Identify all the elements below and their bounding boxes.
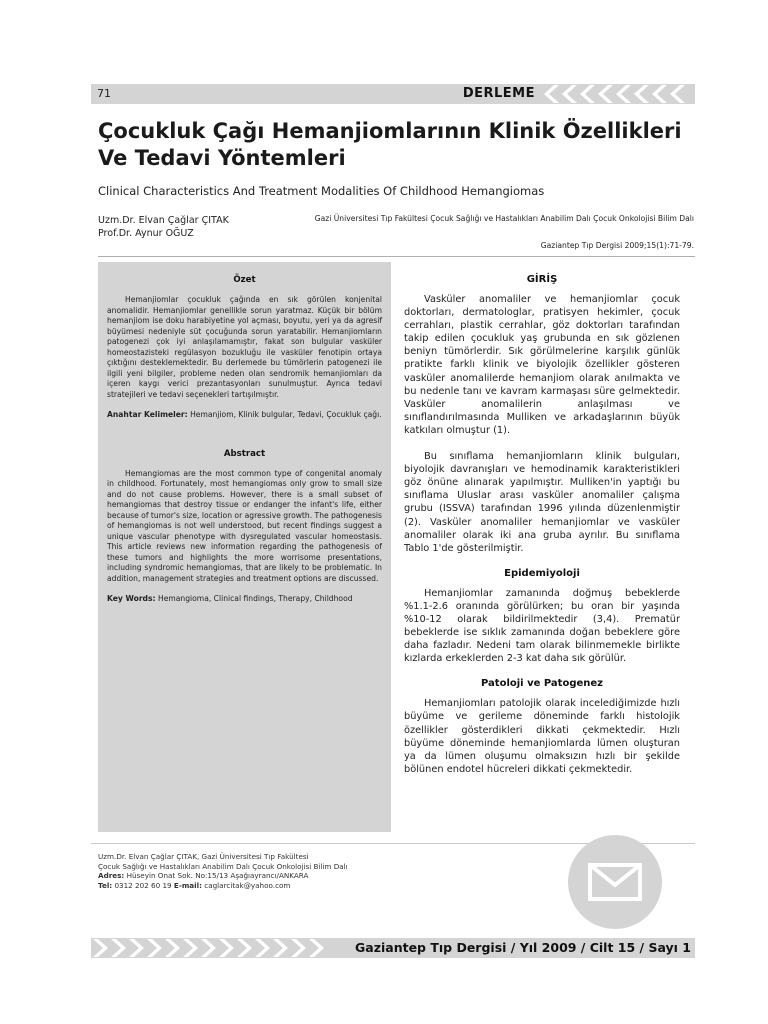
body-column (404, 274, 680, 776)
keywords-tr-label: Anahtar Kelimeler: (107, 410, 188, 419)
title-line-1: Çocukluk Çağı Hemanjiomlarının Klinik Özellikleri (98, 119, 682, 143)
abstract-tr-heading: Özet (233, 275, 256, 285)
section-tag: DERLEME (462, 86, 535, 101)
author-1: Uzm.Dr. Elvan Çağlar ÇITAK (98, 215, 229, 226)
abstract-en-heading: Abstract (223, 448, 266, 459)
tel-label: Tel: (98, 880, 113, 890)
address-label: Adres: (98, 871, 125, 881)
email-link[interactable]: caglarcitak@yahoo.com (204, 880, 291, 890)
keywords-en-value: Hemangioma, Clinical findings, Therapy, Childhood (157, 594, 353, 603)
email-label: E-mail: (173, 880, 202, 890)
chevron-pattern-icon (540, 84, 695, 104)
citation: Gaziantep Tıp Dergisi 2009;15(1):71-79. (540, 241, 694, 250)
footer-band (91, 938, 695, 958)
journal-footer: Gaziantep Tıp Dergisi / Yıl 2009 / Cilt 15 / Sayı 1 (355, 940, 691, 955)
pathology-heading: Patoloji ve Patogenez (481, 678, 603, 690)
abstract-tr-keywords (107, 410, 382, 421)
pathology-paragraph: Hemanjiomları patolojik olarak incelediğimizde hızlı büyüme ve gerileme döneminde farklı histolojik özellikler gösterdikleri dikkati çekmektedir. Hızlı büyüme döneminde hemanjiomlarda lümen oluşturan ya da lümen oluşumu olmaksızın hızlı bir şekilde bölünen endotel hücreleri dikkati çekmektedir. (404, 698, 680, 775)
corr-contact (98, 881, 428, 891)
correspondence-block (98, 852, 428, 890)
corr-line-2: Çocuk Sağlığı ve Hastalıkları Anabilim Dalı Çocuk Onkolojisi Bilim Dalı (98, 861, 348, 871)
epidemiology-heading: Epidemiyoloji (504, 567, 580, 579)
intro-paragraph-1: Vasküler anomaliler ve hemanjiomlar çocuk doktorları, dermatologlar, pratisyen hekimler, çocuk cerrahları, plastik cerrahlar, göz doktorları tarafından takip edilen çocukluk yaş grubunda en sık gözlenen beniyn tümörlerdir. Sık görülmelerine karşılık günlük pratikte farklı klinik ve biyolojik özellikler gösteren vasküler anomalilerde hemanjiom olarak anılmakta ve bu nedenle tanı ve kavram karmaşası süre gelmektedir. Vasküler anomalilerin anlaşılması ve sınıflandırılmasında Mulliken ve arkadaşlarının büyük katkıları olmuştur (1). (404, 294, 680, 436)
corr-line-1: Uzm.Dr. Elvan Çağlar ÇITAK, Gazi Üniversitesi Tıp Fakültesi (98, 852, 309, 861)
title-line-2: Ve Tedavi Yöntemleri (98, 146, 346, 170)
english-title: Clinical Characteristics And Treatment Modalities Of Childhood Hemangiomas (98, 184, 545, 198)
keywords-en-label: Key Words: (107, 594, 156, 603)
header-band (91, 84, 695, 104)
address-value: Hüseyin Onat Sok. No:15/13 Aşağıayrancı/ANKARA (126, 871, 309, 881)
abstract-tr-text: Hemanjiomlar çocukluk çağında en sık görülen konjenital anomalidir. Hemanjiomlar genellikle sorun yaratmaz. Küçük bir bölüm hemanjiom ise doku harabiyetine yol açması, boyutu, yeri ya da agresif büyümesi nedeniyle süt çocuğunda sorun yaratabilir. Hemanjiomların patogenezi çok iyi anlaşılamamıştır, fakat son bulgular vasküler homeostazisteki regülasyon bozukluğu ile vasküler fenotipin ortaya çıktığını desteklemektedir. Bu derlemede bu tümörlerin patogenezi ile ilgili yeni bilgiler, probleme neden olan sendromik hemanjiomları da içeren kaygı verici prezantasyonları sunulmuştur. Ayrıca tedavi stratejileri ve tedavi seçenekleri tartışılmıştır. (107, 295, 382, 399)
corr-address (98, 871, 428, 881)
author-list (98, 214, 229, 240)
chevron-pattern-icon (91, 938, 326, 958)
affiliation: Gazi Üniversitesi Tıp Fakültesi Çocuk Sağlığı ve Hastalıkları Anabilim Dalı Çocuk Onkolojisi Bilim Dalı (314, 214, 694, 223)
intro-heading: GİRİŞ (526, 274, 558, 285)
abstract-en-keywords (107, 594, 382, 605)
tel-value: 0312 202 60 19 (114, 880, 172, 890)
page-number: 71 (97, 87, 111, 100)
abstract-en-text: Hemangiomas are the most common type of congenital anomaly in childhood. Fortunately, most hemangiomas only grow to small size and do not cause problems. However, there is a small subset of hemangiomas that destroy tissue or endanger the infant's life, either because of tumor's size, location or agressive growth. The pathogenesis of hemangiomas is not well understood, but recent findings suggest a unique vascular phenotype with dysregulated vascular homeostasis. This article reviews new information regarding the pathogenesis of these tumors and highlights the more worrisome presentations, including syndromic hemangiomas, that are likely to be problematic. In addition, management strategies and treatment options are discussed. (107, 468, 382, 583)
author-2: Prof.Dr. Aynur OĞUZ (98, 228, 194, 239)
intro-paragraph-2: Bu sınıflama hemanjiomların klinik bulguları, biyolojik davranışları ve hemodinamik karakteristikleri göz önüne alınarak yapılmıştır. Mulliken'in yaptığı bu sınıflama Uluslar arası vasküler anomaliler çalışma grubu (ISSVA) tarafından 1996 yılında düzenlenmiştir (2). Vasküler anomaliler hemanjiomlar ve vasküler anomaliler olarak iki ana gruba ayrılır. Bu sınıflama Tablo 1'de gösterilmiştir. (404, 451, 680, 554)
article-title (98, 118, 698, 172)
header-divider (98, 256, 695, 257)
epidemiology-paragraph: Hemanjiomlar zamanında doğmuş bebeklerde %1.1-2.6 oranında görülürken; bu oran bir yaşında %10-12 olarak bildirilmektedir (3,4). Prematür bebeklerde ise sıklık zamanında doğan bebeklere göre daha fazladır. Nedeni tam olarak bilinmemekle birlikte kızlarda erkeklerden 2-3 kat daha sık görülür. (404, 587, 680, 665)
keywords-tr-value: Hemanjiom, Klinik bulgular, Tedavi, Çocukluk çağı. (190, 410, 382, 419)
envelope-icon (568, 835, 662, 929)
abstract-box (98, 262, 391, 832)
